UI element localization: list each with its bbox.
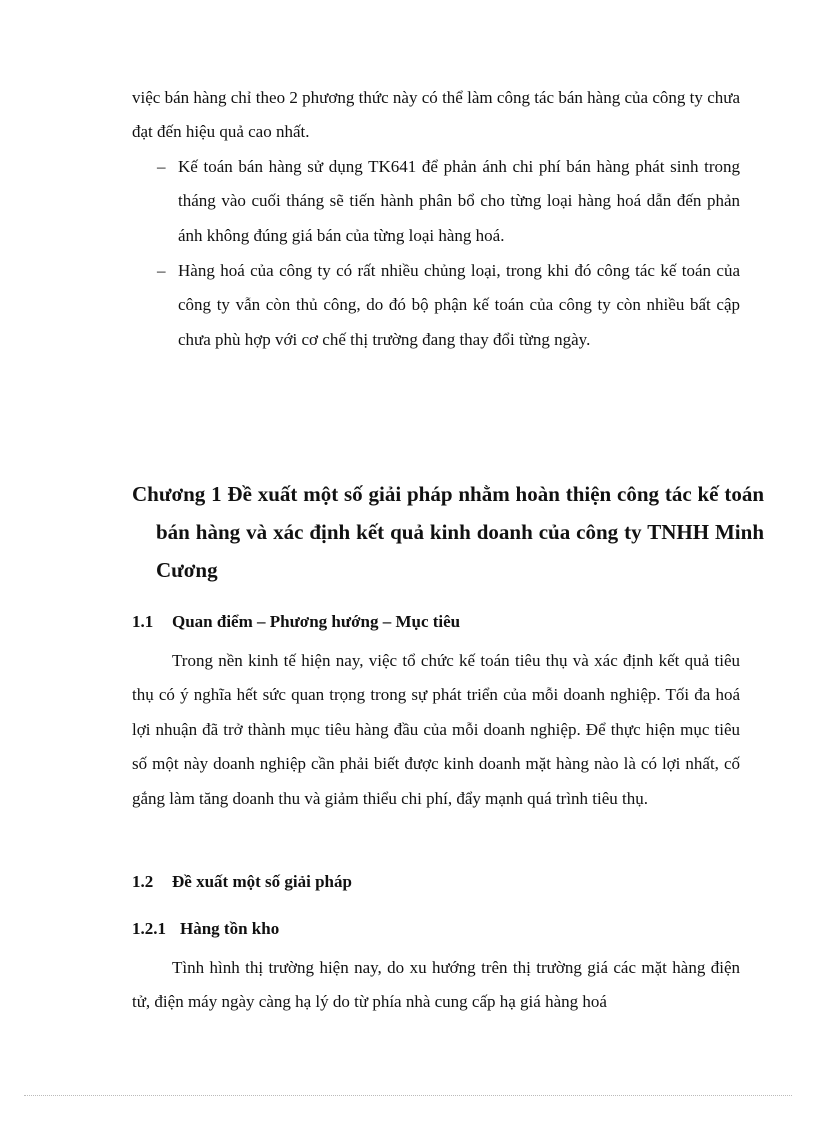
section-1-1-body: Trong nền kinh tế hiện nay, việc tổ chức kế toán tiêu thụ và xác định kết quả tiêu thụ có ý nghĩa hết sức quan trọng trong sự phát triển của mỗi doanh nghiệp. Tối đa hoá lợi nhuận đã trở thành mục tiêu hàng đầu của mỗi doanh nghiệp. Để thực hiện mục tiêu số một này doanh nghiệp cần phải biết được kinh doanh mặt hàng nào là có lợi nhất, cố gắng làm tăng doanh thu và giảm thiểu chi phí, đẩy mạnh quá trình tiêu thụ. [132, 651, 740, 808]
section-number: 1.2.1 [132, 919, 166, 938]
section-title: Đề xuất một số giải pháp [172, 872, 352, 891]
bullet-item-2 [157, 254, 740, 357]
section-heading-1-2-1 [132, 917, 740, 941]
section-title: Hàng tồn kho [180, 919, 280, 938]
bullet-text: Hàng hoá của công ty có rất nhiều chủng loại, trong khi đó công tác kế toán của công ty vẫn còn thủ công, do đó bộ phận kế toán của công ty còn nhiều bất cập chưa phù hợp với cơ chế thị trường đang thay đổi từng ngày. [178, 261, 740, 349]
intro-paragraph: việc bán hàng chỉ theo 2 phương thức này có thể làm công tác bán hàng của công ty chưa đạt đến hiệu quả cao nhất. [132, 88, 740, 142]
chapter-title: Chương 1 Đề xuất một số giải pháp nhằm hoàn thiện công tác kế toán bán hàng và xác định kết quả kinh doanh của công ty TNHH Minh Cương [132, 482, 764, 582]
bullet-text: Kế toán bán hàng sử dụng TK641 để phản ánh chi phí bán hàng phát sinh trong tháng vào cuối tháng sẽ tiến hành phân bổ cho từng loại hàng hoá dẫn đến phản ánh không đúng giá bán của từng loại hàng hoá. [178, 157, 740, 245]
page-bottom-divider [24, 1095, 792, 1096]
bullet-dash: – [157, 261, 166, 280]
bullet-dash: – [157, 157, 166, 176]
section-1-2-1-body: Tình hình thị trường hiện nay, do xu hướng trên thị trường giá các mặt hàng điện tử, điện máy ngày càng hạ lý do từ phía nhà cung cấp hạ giá hàng hoá [132, 958, 740, 1012]
bullet-item-1 [157, 150, 740, 253]
section-heading-1-1 [132, 610, 740, 634]
section-title: Quan điểm – Phương hướng – Mục tiêu [172, 612, 461, 631]
section-number: 1.1 [132, 612, 154, 631]
section-number: 1.2 [132, 872, 154, 891]
section-heading-1-2 [132, 870, 740, 894]
